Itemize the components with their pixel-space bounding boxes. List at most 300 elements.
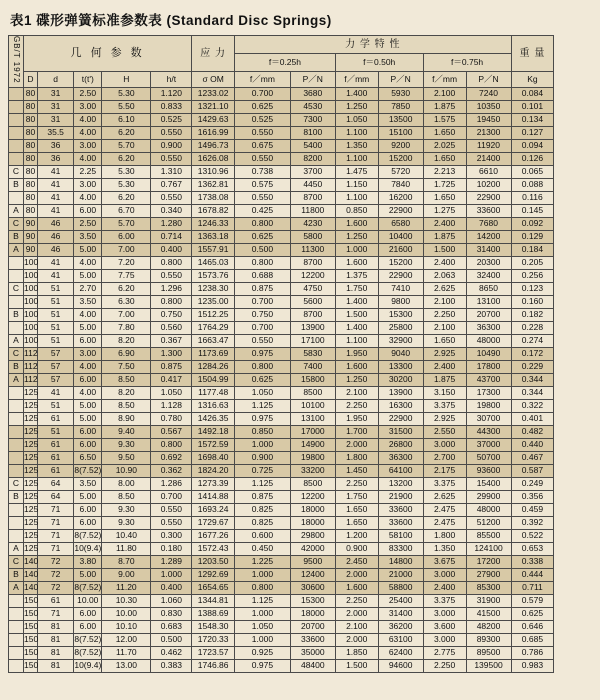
table-cell: 80	[24, 152, 38, 165]
row-group-label: B	[9, 490, 24, 503]
table-cell: 71	[37, 542, 73, 555]
table-cell: 1.350	[423, 542, 466, 555]
table-cell: 1235.00	[192, 295, 235, 308]
table-cell: 125	[24, 491, 39, 502]
table-cell: 1616.99	[192, 126, 235, 139]
table-cell: 8.20	[102, 386, 151, 399]
table-cell: 8.20	[102, 334, 151, 347]
table-cell: 0.714	[151, 230, 192, 243]
table-cell: 0.525	[151, 113, 192, 126]
table-cell: 2.250	[335, 594, 378, 607]
table-row	[9, 113, 592, 126]
table-cell: 48200	[466, 620, 511, 633]
table-cell: 1344.81	[192, 594, 235, 607]
table-cell: 0.126	[511, 152, 554, 165]
row-group-label	[9, 412, 24, 425]
table-cell: 100	[24, 296, 39, 307]
table-cell: 1678.82	[192, 204, 235, 217]
table-cell: 11.20	[102, 581, 151, 594]
table-cell: 71	[37, 607, 73, 620]
row-group-label: C	[9, 555, 24, 568]
table-row	[9, 256, 592, 269]
col-D: D	[24, 71, 38, 87]
table-cell: 1233.02	[192, 87, 235, 100]
table-cell: 1.500	[335, 659, 378, 672]
table-cell: 57	[37, 360, 73, 373]
table-cell: 10.10	[102, 620, 151, 633]
table-cell: 7240	[466, 87, 511, 100]
table-row	[9, 360, 592, 373]
table-cell: 18000	[290, 503, 335, 516]
table-cell: 8(7.52)	[74, 582, 102, 593]
table-row	[9, 438, 592, 451]
table-cell: 150	[24, 647, 39, 658]
table-cell: 10200	[466, 178, 511, 191]
table-cell: 2.100	[335, 620, 378, 633]
table-cell: 1.000	[335, 243, 378, 256]
table-cell: 0.700	[235, 295, 291, 308]
table-cell: 0.646	[511, 620, 554, 633]
table-cell: 61	[37, 451, 73, 464]
table-row	[9, 464, 592, 477]
table-cell: 0.750	[235, 308, 291, 321]
table-cell: 6.70	[102, 204, 151, 217]
table-cell: 2.400	[423, 360, 466, 373]
table-cell: 58800	[378, 581, 423, 594]
table-cell: 14800	[378, 555, 423, 568]
table-row	[9, 347, 592, 360]
table-row	[9, 659, 592, 672]
table-cell: 0.875	[235, 490, 291, 503]
table-cell: 2.000	[335, 438, 378, 451]
table-cell: 61	[37, 438, 73, 451]
table-cell: 1.875	[423, 373, 466, 386]
table-cell: 6.00	[74, 425, 102, 438]
table-cell: 1.650	[423, 191, 466, 204]
table-cell: 51	[37, 295, 73, 308]
table-cell: 80	[24, 87, 38, 100]
table-cell: 13100	[466, 295, 511, 308]
table-cell: 0.767	[151, 178, 192, 191]
table-cell: 89500	[466, 646, 511, 659]
table-cell: 33600	[378, 516, 423, 529]
table-cell: 0.830	[151, 607, 192, 620]
col-f-025: f／mm	[235, 71, 291, 87]
table-cell: 13900	[290, 321, 335, 334]
row-group-label	[9, 256, 24, 269]
row-group-label	[9, 87, 24, 100]
table-cell: 1.650	[423, 126, 466, 139]
table-cell: 1363.18	[192, 230, 235, 243]
table-cell: 1.060	[151, 594, 192, 607]
row-group-label: B	[9, 568, 24, 581]
table-cell: 13900	[378, 386, 423, 399]
table-cell: 0.550	[235, 126, 291, 139]
table-cell: 51	[37, 399, 73, 412]
table-cell: 3.00	[74, 100, 102, 113]
table-cell: 13100	[290, 412, 335, 425]
table-cell: 83300	[378, 542, 423, 555]
table-cell: 100	[24, 309, 39, 320]
table-cell: 1512.25	[192, 308, 235, 321]
table-cell: 81	[37, 646, 73, 659]
table-cell: 5.50	[102, 100, 151, 113]
table-cell: 2.700	[423, 451, 466, 464]
table-cell: 31900	[466, 594, 511, 607]
table-cell: 6580	[378, 217, 423, 230]
table-cell: 125	[24, 439, 39, 450]
table-cell: 0.182	[511, 308, 554, 321]
table-row	[9, 100, 592, 113]
table-cell: 1426.35	[192, 412, 235, 425]
table-cell: 0.462	[151, 646, 192, 659]
table-row	[9, 607, 592, 620]
table-cell: 30200	[378, 373, 423, 386]
row-group-label	[9, 451, 24, 464]
table-cell: 71	[37, 529, 73, 542]
table-cell: 9.50	[102, 451, 151, 464]
table-cell: 2.000	[335, 607, 378, 620]
table-cell: 0.525	[235, 113, 291, 126]
table-cell: 71	[37, 503, 73, 516]
table-cell: 0.522	[511, 529, 554, 542]
header-mechanics: 力 学 特 性	[235, 36, 511, 54]
table-cell: 8(7.52)	[74, 634, 102, 645]
table-cell: 31	[37, 113, 73, 126]
table-cell: 6.00	[74, 334, 102, 347]
table-cell: 0.800	[235, 581, 291, 594]
table-cell: 15300	[290, 594, 335, 607]
table-cell: 1.400	[335, 87, 378, 100]
table-cell: 0.467	[511, 451, 554, 464]
table-cell: 5.30	[102, 165, 151, 178]
table-cell: 7850	[378, 100, 423, 113]
table-cell: 4.00	[74, 256, 102, 269]
table-cell: 6.30	[102, 295, 151, 308]
table-cell: 36	[37, 152, 73, 165]
table-cell: 0.688	[235, 269, 291, 282]
table-cell: 10.00	[102, 607, 151, 620]
table-cell: 19800	[290, 451, 335, 464]
table-cell: 1.300	[151, 347, 192, 360]
table-cell: 3.000	[423, 633, 466, 646]
table-cell: 125	[24, 504, 39, 515]
table-cell: 0.579	[511, 594, 554, 607]
table-cell: 1.296	[151, 282, 192, 295]
table-cell: 33600	[290, 633, 335, 646]
table-cell: 17200	[466, 555, 511, 568]
table-cell: 1677.26	[192, 529, 235, 542]
table-cell: 0.256	[511, 269, 554, 282]
table-cell: 0.550	[235, 191, 291, 204]
table-cell: 0.567	[151, 425, 192, 438]
table-cell: 1.200	[335, 529, 378, 542]
table-row	[9, 178, 592, 191]
table-cell: 80	[24, 113, 38, 126]
table-cell: 8650	[466, 282, 511, 295]
table-cell: 125	[24, 465, 39, 476]
table-row	[9, 542, 592, 555]
table-cell: 2.50	[74, 87, 102, 100]
table-cell: 8700	[290, 308, 335, 321]
table-cell: 1504.99	[192, 373, 235, 386]
row-group-label: C	[9, 217, 24, 230]
col-H: H	[102, 71, 151, 87]
table-row	[9, 620, 592, 633]
table-cell: 1.650	[335, 503, 378, 516]
row-group-label	[9, 399, 24, 412]
table-cell: 8(7.52)	[74, 647, 102, 658]
table-cell: 1465.03	[192, 256, 235, 269]
table-cell: 10350	[466, 100, 511, 113]
table-cell: 3.00	[74, 178, 102, 191]
table-cell: 6.00	[74, 607, 102, 620]
row-group-label	[9, 503, 24, 516]
table-cell: 0.383	[151, 659, 192, 672]
table-cell: 42000	[290, 542, 335, 555]
table-cell: 1.128	[151, 399, 192, 412]
table-cell: 3.80	[74, 555, 102, 568]
table-cell: 5930	[378, 87, 423, 100]
table-cell: 2.775	[423, 646, 466, 659]
table-cell: 9200	[378, 139, 423, 152]
table-cell: 25800	[378, 321, 423, 334]
table-cell: 29900	[466, 490, 511, 503]
row-group-label: B	[9, 178, 24, 191]
table-cell: 3.50	[74, 477, 102, 490]
table-cell: 1654.65	[192, 581, 235, 594]
table-cell: 93600	[466, 464, 511, 477]
row-group-label: C	[9, 282, 24, 295]
table-cell: 0.425	[235, 204, 291, 217]
table-cell: 0.550	[151, 269, 192, 282]
table-cell: 2.100	[423, 321, 466, 334]
table-cell: 7840	[378, 178, 423, 191]
table-cell: 0.550	[151, 503, 192, 516]
table-cell: 25400	[378, 594, 423, 607]
table-cell: 20300	[466, 256, 511, 269]
table-cell: 27900	[466, 568, 511, 581]
table-cell: 15300	[378, 308, 423, 321]
table-cell: 1.650	[423, 152, 466, 165]
table-row	[9, 581, 592, 594]
table-cell: 150	[24, 660, 39, 671]
table-cell: 1.050	[151, 386, 192, 399]
table-cell: 41	[37, 269, 73, 282]
table-cell: 1.500	[335, 308, 378, 321]
table-cell: 58100	[378, 529, 423, 542]
table-cell: 6.00	[74, 204, 102, 217]
table-cell: 80	[24, 204, 38, 217]
table-cell: 3.150	[423, 386, 466, 399]
table-row	[9, 633, 592, 646]
table-cell: 2.400	[423, 217, 466, 230]
col-h-over-t: h/t	[151, 71, 192, 87]
table-cell: 80	[24, 100, 38, 113]
table-cell: 1362.81	[192, 178, 235, 191]
table-cell: 21000	[378, 568, 423, 581]
table-cell: 62400	[378, 646, 423, 659]
table-cell: 1572.59	[192, 438, 235, 451]
table-cell: 6.90	[102, 347, 151, 360]
table-cell: 4530	[290, 100, 335, 113]
table-cell: 150	[24, 621, 39, 632]
row-group-label	[9, 126, 24, 139]
table-cell: 29800	[290, 529, 335, 542]
table-cell: 0.322	[511, 399, 554, 412]
table-cell: 41	[37, 165, 73, 178]
table-cell: 41	[37, 256, 73, 269]
table-cell: 100	[24, 270, 39, 281]
table-cell: 0.825	[235, 516, 291, 529]
table-cell: 1177.48	[192, 386, 235, 399]
table-cell: 2.70	[74, 282, 102, 295]
table-cell: 0.786	[511, 646, 554, 659]
table-cell: 0.400	[151, 581, 192, 594]
table-cell: 46	[37, 230, 73, 243]
table-cell: 31400	[466, 243, 511, 256]
table-cell: 0.482	[511, 425, 554, 438]
table-cell: 2.250	[423, 308, 466, 321]
table-cell: 0.362	[151, 464, 192, 477]
table-cell: 1746.86	[192, 659, 235, 672]
table-cell: 3.50	[74, 295, 102, 308]
table-cell: 1292.69	[192, 568, 235, 581]
table-row	[9, 555, 592, 568]
table-row	[9, 568, 592, 581]
row-group-label	[9, 529, 24, 542]
table-cell: 0.500	[151, 633, 192, 646]
table-cell: 4.00	[74, 191, 102, 204]
table-cell: 0.550	[151, 516, 192, 529]
table-cell: 12200	[290, 269, 335, 282]
table-cell: 0.587	[511, 464, 554, 477]
table-cell: 8.70	[102, 555, 151, 568]
table-cell: 0.625	[235, 100, 291, 113]
table-cell: 0.344	[511, 386, 554, 399]
table-cell: 2.100	[423, 295, 466, 308]
table-cell: 0.550	[235, 334, 291, 347]
col-t: t(t')	[74, 71, 102, 87]
table-cell: 22900	[378, 412, 423, 425]
table-cell: 11800	[290, 204, 335, 217]
table-cell: 1.050	[335, 113, 378, 126]
table-cell: 19450	[466, 113, 511, 126]
table-cell: 15100	[378, 126, 423, 139]
table-row	[9, 334, 592, 347]
table-cell: 50700	[466, 451, 511, 464]
col-P-050: P／N	[378, 71, 423, 87]
table-cell: 90	[24, 230, 38, 243]
table-cell: 4.00	[74, 308, 102, 321]
table-cell: 125	[24, 387, 39, 398]
table-cell: 21300	[466, 126, 511, 139]
table-cell: 0.750	[151, 308, 192, 321]
table-cell: 0.444	[511, 568, 554, 581]
table-cell: 1.750	[335, 490, 378, 503]
table-cell: 10490	[466, 347, 511, 360]
row-group-label	[9, 659, 24, 672]
table-cell: 4.00	[74, 386, 102, 399]
table-cell: 2.250	[335, 399, 378, 412]
row-group-label	[9, 646, 24, 659]
table-cell: 0.975	[235, 347, 291, 360]
table-cell: 48000	[466, 503, 511, 516]
header-mech-050h: f＝0.50h	[335, 53, 423, 71]
table-cell: 51	[37, 334, 73, 347]
table-cell: 1.800	[335, 451, 378, 464]
table-cell: 13.00	[102, 659, 151, 672]
table-cell: 63100	[378, 633, 423, 646]
table-cell: 1.280	[151, 217, 192, 230]
table-cell: 4.00	[74, 126, 102, 139]
table-cell: 2.400	[423, 256, 466, 269]
header-mech-025h: f＝0.25h	[235, 53, 336, 71]
table-cell: 80	[24, 191, 38, 204]
table-cell: 41	[37, 204, 73, 217]
table-cell: 2.400	[423, 581, 466, 594]
table-cell: 3.375	[423, 399, 466, 412]
table-cell: 11920	[466, 139, 511, 152]
table-cell: 8.00	[102, 477, 151, 490]
table-row	[9, 217, 592, 230]
table-cell: 1.600	[335, 256, 378, 269]
table-cell: 0.692	[151, 451, 192, 464]
table-cell: 33200	[290, 464, 335, 477]
table-cell: 100	[24, 335, 39, 346]
table-cell: 3.675	[423, 555, 466, 568]
row-group-label	[9, 607, 24, 620]
table-cell: 9.40	[102, 425, 151, 438]
table-cell: 16200	[378, 191, 423, 204]
table-cell: 5.30	[102, 178, 151, 191]
table-cell: 0.850	[235, 425, 291, 438]
table-cell: 51	[37, 282, 73, 295]
table-cell: 1.600	[335, 217, 378, 230]
table-cell: 125	[24, 400, 39, 411]
table-cell: 0.205	[511, 256, 554, 269]
table-cell: 61	[37, 464, 73, 477]
table-header-row-1	[9, 36, 592, 54]
row-group-label: B	[9, 360, 24, 373]
table-cell: 2.450	[335, 555, 378, 568]
table-cell: 0.134	[511, 113, 554, 126]
table-cell: 3.000	[423, 438, 466, 451]
table-cell: 112	[24, 348, 38, 359]
table-cell: 0.367	[151, 334, 192, 347]
table-row	[9, 373, 592, 386]
table-cell: 18000	[290, 607, 335, 620]
table-cell: 1.700	[335, 425, 378, 438]
table-cell: 1738.08	[192, 191, 235, 204]
table-cell: 7300	[290, 113, 335, 126]
table-cell: 125	[24, 478, 39, 489]
row-group-label: C	[9, 347, 24, 360]
table-cell: 9.30	[102, 516, 151, 529]
header-geometry: 几 何 参 数	[24, 36, 192, 72]
table-cell: 1321.10	[192, 100, 235, 113]
table-cell: 72	[37, 568, 73, 581]
table-cell: 48400	[290, 659, 335, 672]
table-cell: 3.600	[423, 620, 466, 633]
table-cell: 41	[37, 178, 73, 191]
table-cell: 125	[24, 530, 39, 541]
table-cell: 10.30	[102, 594, 151, 607]
table-cell: 1238.30	[192, 282, 235, 295]
table-cell: 1548.30	[192, 620, 235, 633]
table-cell: 41500	[466, 607, 511, 620]
table-cell: 15200	[378, 256, 423, 269]
